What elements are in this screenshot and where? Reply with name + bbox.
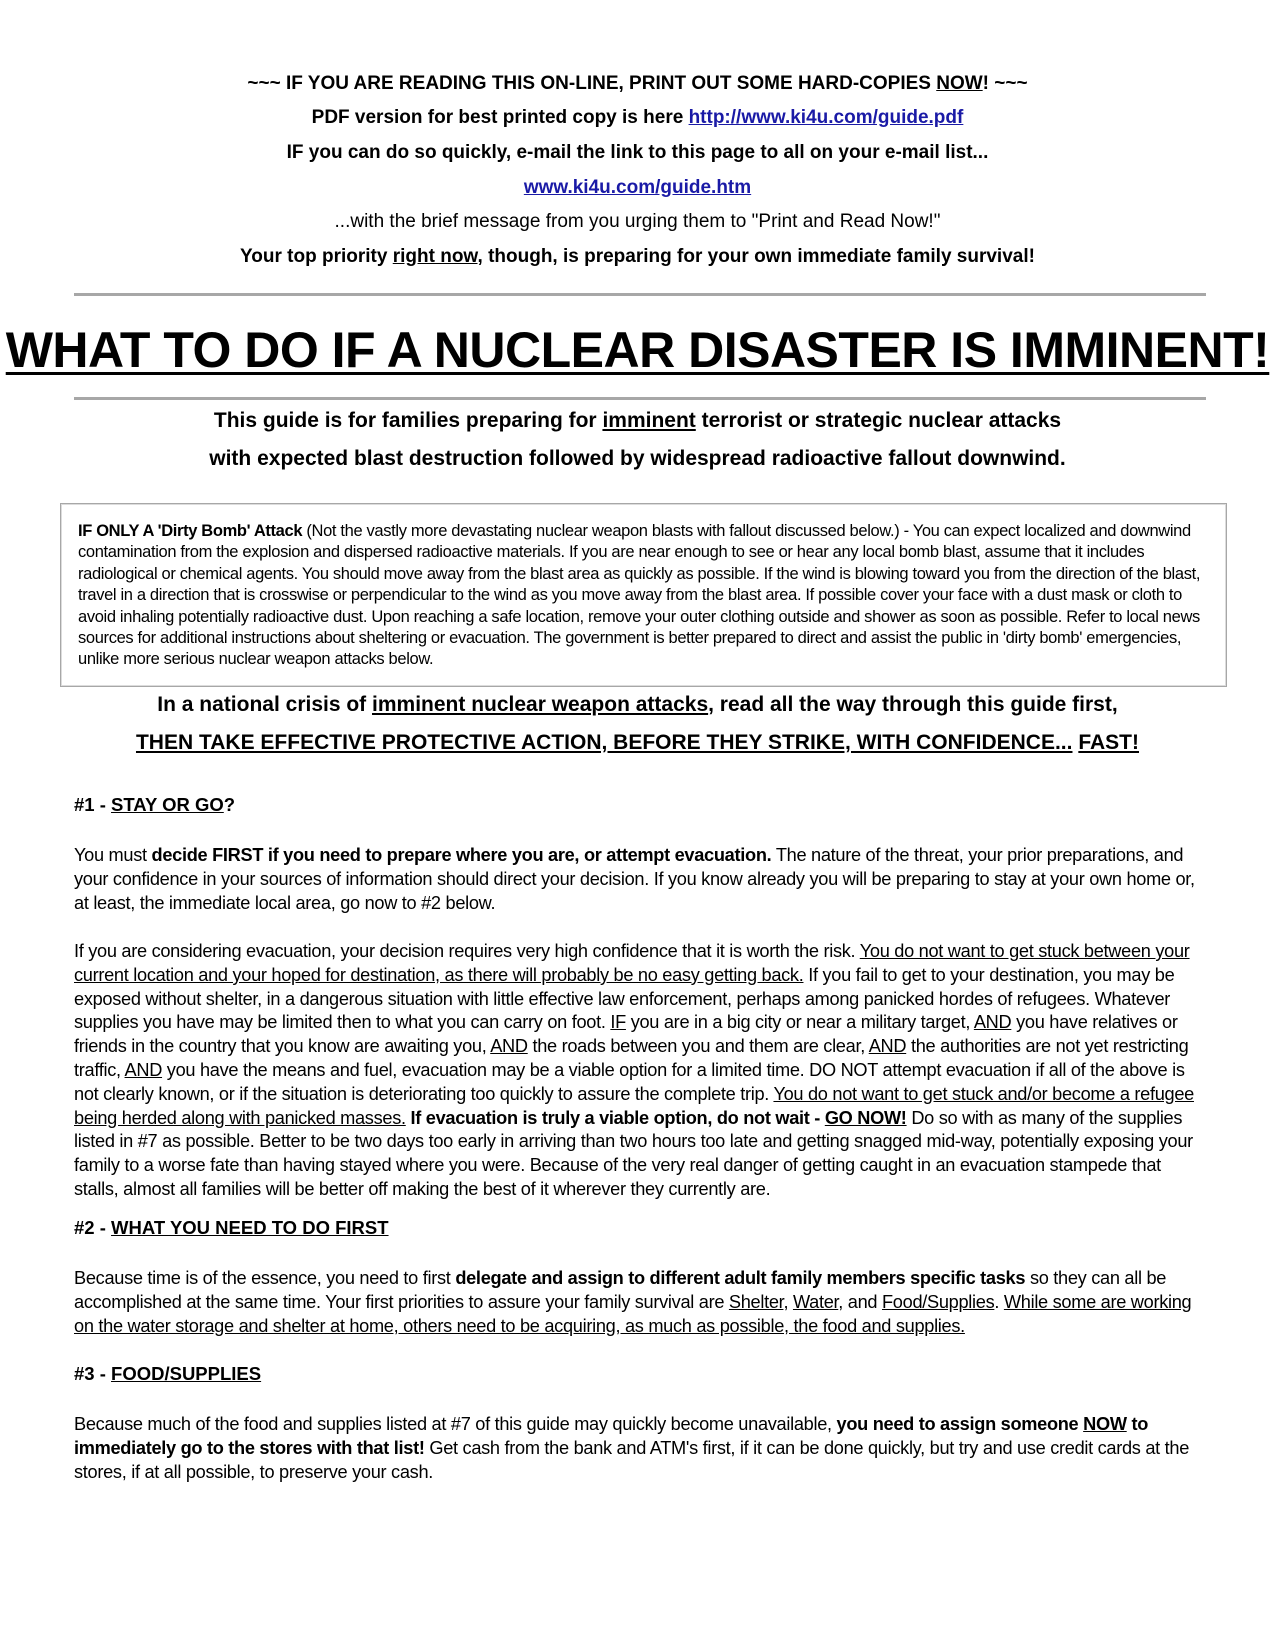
s1-p2-stuck-warning: You do not want to get stuck between your current location and your hoped for destination, as there will probably be no easy getting back. bbox=[74, 941, 1190, 985]
s3-bold-2: to immediately go to the stores with that list! bbox=[74, 1414, 1149, 1458]
subtitle-imminent: imminent bbox=[602, 409, 696, 432]
pdf-line-text: PDF version for best printed copy is here bbox=[311, 107, 689, 128]
s2-dot: . bbox=[994, 1291, 1004, 1312]
s1-p2-a: If you are considering evacuation, your decision requires very high confidence that it is worth the risk. bbox=[74, 941, 860, 961]
priority-right-now: right now bbox=[392, 246, 478, 267]
message-line: ...with the brief message from you urging them to "Print and Read Now!" bbox=[334, 211, 941, 232]
s1-p2-b: If you fail to get to your destination, you may be exposed without shelter, in a dangerous situation with little effective law enforcement, perhaps among panicked hordes of refugees. Whatever supplies you have may be limited then to what you can carry on foot. bbox=[74, 964, 1175, 1033]
subtitle-text: This guide is for families preparing for bbox=[213, 409, 603, 432]
dirty-bomb-body: (Not the vastly more devastating nuclear weapon blasts with fallout discussed below.) - You can expect localized and downwind contamination from the explosion and dispersed radioactive materials. If you are near enough to see or hear any local bomb blast, assume that it includes radiological or chemical agents. You should move away from the blast area as quickly as possible. If the wind is blowing toward you from the direction of the blast, travel in a direction that is crosswise or perpendicular to the wind as you move away from the blast area. If possible cover your face with a dust mask or cloth to avoid inhaling potentially radioactive dust. Upon reaching a safe location, remove your outer clothing outside and shower as soon as possible. Refer to local news sources for additional instructions about sheltering or evacuation. The government is better prepared to direct and assist the public in 'dirty bomb' emergencies, unlike more serious nuclear weapon attacks below. bbox=[78, 522, 1201, 669]
crisis-action: THEN TAKE EFFECTIVE PROTECTIVE ACTION, BEFORE THEY STRIKE, WITH CONFIDENCE... bbox=[135, 731, 1073, 754]
s2-bold: delegate and assign to different adult family members specific tasks bbox=[455, 1268, 1026, 1288]
crisis-text: In a national crisis of bbox=[157, 693, 373, 716]
section-3-heading bbox=[74, 1363, 261, 1385]
page-title-text: WHAT TO DO IF A NUCLEAR DISASTER IS IMMINENT! bbox=[5, 322, 1270, 378]
s1-p1-text-end: The nature of the threat, your prior preparations, and your confidence in your sources of information should direct your decision. If you know already you will be preparing to stay at your own home or, at least, the immediate local area, go now to #2 below. bbox=[74, 845, 1195, 913]
crisis-underlined: imminent nuclear weapon attacks bbox=[372, 693, 709, 716]
priority-line bbox=[0, 245, 1275, 269]
email-line: IF you can do so quickly, e-mail the link to this page to all on your e-mail list... bbox=[286, 142, 989, 163]
section-1-paragraph-1 bbox=[74, 844, 1206, 915]
s3-text-a: Because much of the food and supplies listed at #7 of this guide may quickly become unavailable, bbox=[74, 1414, 837, 1434]
section-2-number: #2 - bbox=[74, 1217, 112, 1238]
section-2-heading bbox=[74, 1217, 389, 1239]
s1-p2-h: Do so with as many of the supplies listed in #7 as possible. Better to be two days too early in arriving than two hours too late and getting snagged mid-way, potentially exposing your family to a worse fate than having stayed where you were. Because of the very real danger of getting caught in an evacuation stampede that stalls, almost all families will be better off making the best of it wherever they currently are. bbox=[74, 1107, 1193, 1199]
s2-water: Water bbox=[792, 1291, 839, 1312]
s1-p2-g: you have the means and fuel, evacuation may be a viable option for a limited time. DO NOT attempt evacuation if all of the above is not clearly known, or if the situation is deteriorating too quickly to assure the complete trip. bbox=[74, 1059, 1185, 1104]
section-2-paragraph bbox=[74, 1267, 1206, 1338]
title-divider bbox=[74, 397, 1206, 400]
crisis-fast: FAST! bbox=[1078, 731, 1139, 754]
section-2-title: WHAT YOU NEED TO DO FIRST bbox=[111, 1217, 389, 1238]
section-1-number: #1 - bbox=[74, 794, 112, 815]
section-3-number: #3 - bbox=[74, 1363, 112, 1384]
section-3-title: FOOD/SUPPLIES bbox=[111, 1363, 262, 1384]
priority-text-end: , though, is preparing for your own immediate family survival! bbox=[477, 246, 1035, 267]
subtitle-text-end: terrorist or strategic nuclear attacks bbox=[695, 409, 1062, 432]
s3-now: NOW bbox=[1083, 1414, 1127, 1434]
s1-p2-d: you have relatives or friends in the country that you know are awaiting you, bbox=[74, 1012, 1178, 1057]
s1-p2-if: IF bbox=[610, 1012, 626, 1033]
print-notice-now: NOW bbox=[936, 73, 983, 94]
s2-text-a: Because time is of the essence, you need to first bbox=[74, 1268, 456, 1288]
s3-bold-1: you need to assign someone bbox=[836, 1414, 1084, 1434]
section-1-heading bbox=[74, 794, 235, 816]
s1-p2-bold: If evacuation is truly a viable option, do not wait - bbox=[405, 1107, 825, 1128]
s2-and: , and bbox=[838, 1291, 882, 1312]
page-title bbox=[0, 320, 1275, 380]
s1-p2-f: the authorities are not yet restricting traffic, bbox=[74, 1036, 1189, 1080]
dirty-bomb-box bbox=[60, 503, 1227, 687]
crisis-line-1 bbox=[0, 692, 1275, 718]
s1-p2-and-1: AND bbox=[973, 1012, 1012, 1033]
s1-p2-and-2: AND bbox=[490, 1036, 528, 1057]
s1-p2-refugee-warning: You do not want to get stuck and/or become a refugee being herded along with panicked masses. bbox=[74, 1083, 1194, 1128]
priority-text: Your top priority bbox=[240, 246, 393, 267]
s2-food: Food/Supplies bbox=[882, 1291, 995, 1312]
print-notice-text: ~~~ IF YOU ARE READING THIS ON-LINE, PRINT OUT SOME HARD-COPIES bbox=[247, 73, 937, 94]
s1-p2-c: you are in a big city or near a military target, bbox=[625, 1012, 974, 1033]
s1-p2-e: the roads between you and them are clear, bbox=[527, 1036, 869, 1057]
page-link-line bbox=[0, 176, 1275, 200]
pdf-line bbox=[0, 106, 1275, 130]
page-link[interactable]: www.ki4u.com/guide.htm bbox=[523, 177, 752, 198]
s1-p1-bold: decide FIRST if you need to prepare where you are, or attempt evacuation. bbox=[151, 845, 772, 865]
crisis-line-2 bbox=[0, 730, 1275, 756]
subtitle-line-1 bbox=[0, 408, 1275, 434]
s1-p2-and-3: AND bbox=[868, 1036, 907, 1057]
s1-p2-and-4: AND bbox=[124, 1059, 163, 1080]
crisis-text-end: , read all the way through this guide first, bbox=[708, 693, 1118, 716]
s2-text-c: so they can all be accomplished at the same time. Your first priorities to assure your family survival are bbox=[74, 1268, 1167, 1312]
s2-comma: , bbox=[783, 1291, 793, 1312]
s3-text-c: Get cash from the bank and ATM's first, if it can be done quickly, but try and use credit cards at the stores, if at all possible, to preserve your cash. bbox=[74, 1437, 1190, 1482]
subtitle-line-2: with expected blast destruction followed by widespread radioactive fallout downwind. bbox=[209, 447, 1066, 470]
s2-underlined: While some are working on the water storage and shelter at home, others need to be acquiring, as much as possible, the food and supplies. bbox=[74, 1291, 1192, 1336]
top-divider bbox=[74, 293, 1206, 296]
pdf-link[interactable]: http://www.ki4u.com/guide.pdf bbox=[688, 107, 964, 128]
section-1-paragraph-2 bbox=[74, 940, 1206, 1202]
section-1-title: STAY OR GO bbox=[111, 794, 224, 815]
s1-p1-text: You must bbox=[74, 845, 152, 865]
s2-shelter: Shelter bbox=[728, 1291, 784, 1312]
section-1-question-mark: ? bbox=[223, 794, 236, 815]
dirty-bomb-lead: IF ONLY A 'Dirty Bomb' Attack bbox=[78, 522, 303, 540]
section-3-paragraph bbox=[74, 1413, 1206, 1484]
print-notice bbox=[0, 72, 1275, 96]
dirty-bomb-text bbox=[78, 521, 1213, 671]
s1-p2-go-now: GO NOW! bbox=[824, 1107, 907, 1128]
print-notice-end: ! ~~~ bbox=[982, 73, 1028, 94]
